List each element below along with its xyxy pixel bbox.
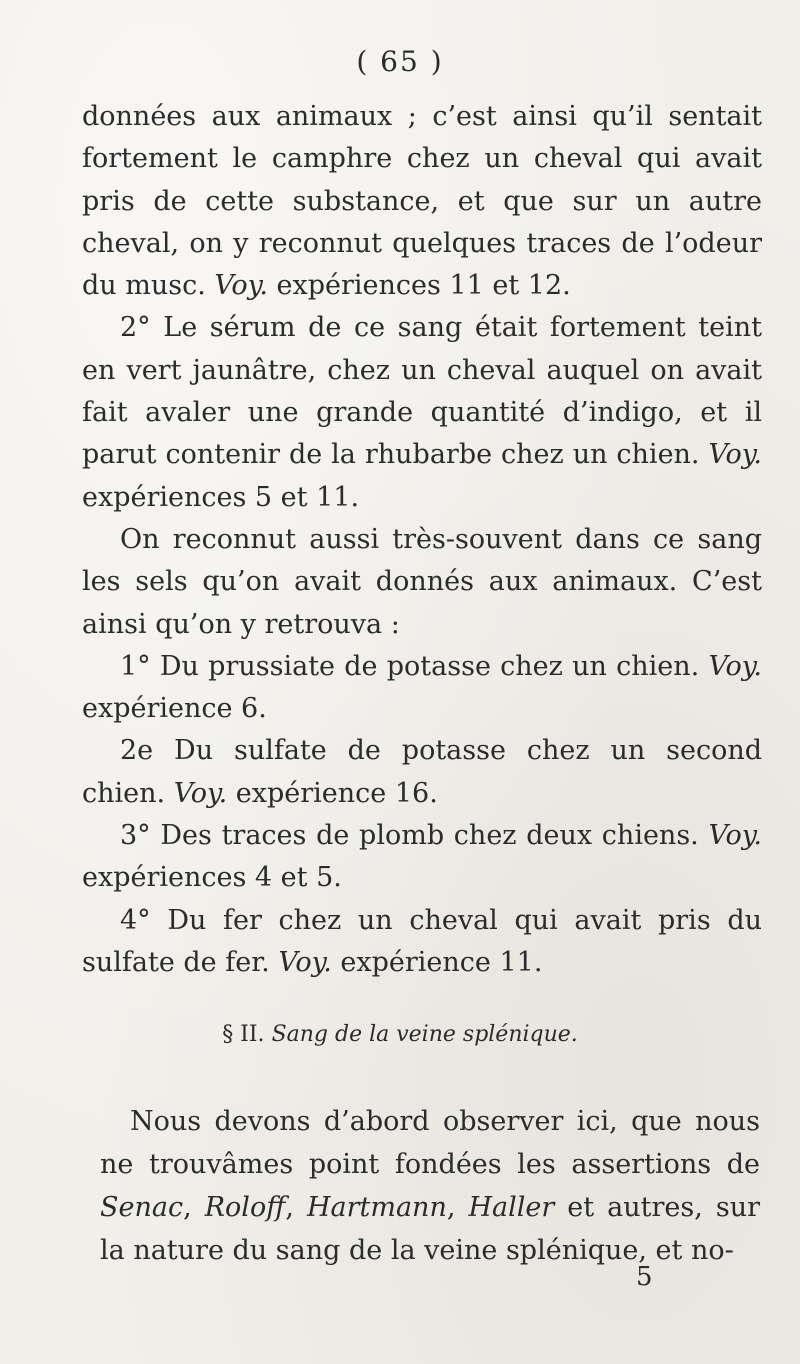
section-text-block [100,1100,760,1272]
paragraph-4-ref-abbr: Voy. [708,650,762,682]
paragraph-2-ref-abbr: Voy. [708,439,762,471]
separator-1: , [183,1192,205,1223]
main-text-block [82,96,762,984]
section-heading [0,1020,800,1050]
paragraph-2-ref-text: expériences 5 et 11. [82,481,360,513]
paragraph-4-text: 1° Du prussiate de potasse chez un chien. [120,650,709,682]
paragraph-6-text: 3° Des traces de plomb chez deux chiens. [120,820,709,852]
page-number-header: ( 65 ) [356,45,444,78]
paragraph-1 [82,96,762,307]
section-title: Sang de la veine splénique. [271,1022,578,1047]
paragraph-6 [82,815,762,900]
paragraph-4-ref-text: expérience 6. [82,693,267,725]
paragraph-5-ref-abbr: Voy. [173,777,228,809]
author-senac: Senac [100,1192,184,1223]
paragraph-2-text: 2° Le sérum de ce sang était fortement teint en vert jaunâtre, chez un cheval auquel on avait fait avaler une grande quantité d’indigo, et il parut contenir de la rhubarbe chez un chien. [82,312,762,471]
paragraph-6-ref-abbr: Voy. [708,820,762,852]
paragraph-7-ref-abbr: Voy. [278,946,332,978]
paragraph-1-ref-text: expériences 11 et 12. [267,270,571,302]
paragraph-5 [82,730,762,815]
section-number: § II. [222,1022,265,1047]
section-intro: Nous devons d’abord observer ici, que nous ne trouvâmes point fondées les assertions de [100,1106,760,1180]
paragraph-3 [82,519,762,646]
paragraph-6-ref-text: expériences 4 et 5. [82,862,342,894]
paragraph-5-text: 2e Du sulfate de potasse chez un second chien. [82,735,762,809]
section-outro: et autres, sur la nature du sang de la veine splénique, et no- [100,1192,761,1266]
signature-mark: 5 [636,1262,653,1292]
paragraph-5-ref-text: expérience 16. [227,777,438,809]
author-roloff: Roloff [204,1192,286,1223]
author-haller: Haller [468,1192,555,1223]
author-hartmann: Hartmann [306,1192,447,1223]
separator-3: , [446,1192,469,1223]
paragraph-3-text: On reconnut aussi très-souvent dans ce sang les sels qu’on avait donnés aux animaux. C’est ainsi qu’on y retrouva : [82,523,762,640]
paragraph-7 [82,900,762,985]
paragraph-4 [82,646,762,731]
section-paragraph [100,1100,760,1272]
paragraph-7-text: 4° Du fer chez un cheval qui avait pris du sulfate de fer. [82,904,762,978]
paragraph-1-ref-abbr: Voy. [214,270,268,302]
paragraph-1-text: données aux animaux ; c’est ainsi qu’il sentait fortement le camphre chez un cheval qui avait pris de cette substance, et que sur un autre cheval, on y reconnut quelques traces de l’odeur du musc. [82,101,762,302]
paragraph-7-ref-text: expérience 11. [331,946,543,978]
paragraph-2 [82,307,762,518]
separator-2: , [285,1192,307,1223]
